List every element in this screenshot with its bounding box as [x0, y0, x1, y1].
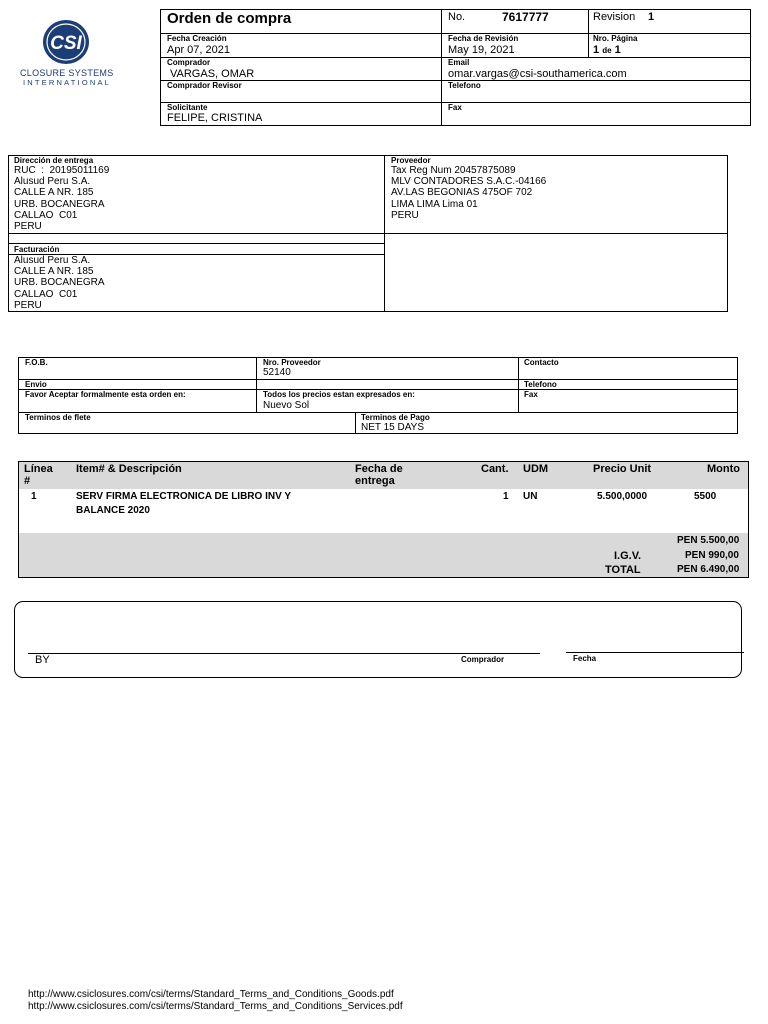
signature-fecha-label: Fecha	[573, 654, 597, 663]
nro-proveedor-value: 52140	[263, 367, 291, 378]
signature-box	[14, 601, 742, 678]
row-linea: 1	[31, 491, 37, 502]
fob-label: F.O.B.	[25, 358, 48, 367]
signature-comprador-label: Comprador	[461, 655, 505, 664]
fecha-creacion-label: Fecha Creación	[167, 34, 227, 43]
envio-label: Envio	[25, 380, 47, 389]
terms-goods-link[interactable]: http://www.csiclosures.com/csi/terms/Standard_Terms_and_Conditions_Goods.pdf	[28, 989, 394, 1000]
fecha-revision-label: Fecha de Revisión	[448, 34, 519, 43]
signature-by-label: BY	[35, 654, 50, 666]
direccion-entrega-label: Dirección de entrega	[14, 156, 94, 165]
facturacion-value: Alusud Peru S.A. CALLE A NR. 185 URB. BOCANEGRA CALLAO C01 PERU	[14, 255, 105, 311]
fax-label: Fax	[448, 103, 462, 112]
subtotal-value: PEN 5.500,00	[677, 535, 740, 546]
comprador-label: Comprador	[167, 58, 211, 67]
contacto-label: Contacto	[524, 358, 559, 367]
terms-services-link[interactable]: http://www.csiclosures.com/csi/terms/Standard_Terms_and_Conditions_Services.pdf	[28, 1001, 403, 1012]
po-number-label: No.	[448, 11, 466, 23]
svg-text:CSI: CSI	[50, 33, 82, 54]
pago-label: Terminos de Pago	[361, 413, 430, 422]
po-number: 7617777	[502, 10, 549, 24]
signature-line-comprador	[28, 653, 540, 654]
table-row	[19, 490, 748, 532]
igv-value: PEN 990,00	[685, 550, 739, 561]
solicitante-value: FELIPE, CRISTINA	[167, 112, 263, 124]
nro-proveedor-label: Nro. Proveedor	[263, 358, 321, 367]
revision-value: 1	[648, 11, 655, 23]
col-monto: Monto	[707, 463, 740, 475]
company-logo	[16, 18, 116, 88]
terms-fax-label: Fax	[524, 390, 538, 399]
col-udm: UDM	[523, 463, 549, 475]
terms-telefono-label: Telefono	[524, 380, 557, 389]
igv-label: I.G.V.	[614, 550, 642, 562]
col-cant: Cant.	[481, 463, 509, 475]
pago-value: NET 15 DAYS	[361, 422, 424, 433]
comprador-value: VARGAS, OMAR	[170, 68, 255, 80]
fecha-revision-value: May 19, 2021	[448, 44, 515, 56]
solicitante-label: Solicitante	[167, 103, 208, 112]
flete-label: Terminos de flete	[25, 413, 91, 422]
nro-pagina-label: Nro. Página	[593, 34, 638, 43]
precios-value: Nuevo Sol	[263, 400, 310, 411]
direccion-entrega-value: RUC : 20195011169 Alusud Peru S.A. CALLE A NR. 185 URB. BOCANEGRA CALLAO C01 PERU	[14, 165, 110, 233]
email-value: omar.vargas@csi-southamerica.com	[448, 68, 627, 80]
revision-label: Revision	[593, 11, 636, 23]
signature-line-fecha	[566, 652, 744, 653]
logo-line-1: CLOSURE SYSTEMS	[20, 68, 114, 78]
favor-aceptar-label: Favor Aceptar formalmente esta orden en:	[25, 390, 186, 399]
col-precio-unit: Precio Unit	[593, 463, 652, 475]
col-item-descripcion: Item# & Descripción	[76, 463, 182, 475]
proveedor-value: Tax Reg Num 20457875089 MLV CONTADORES S.A.C.-04166 AV.LAS BEGONIAS 475OF 702 LIMA LIMA Lima 01 PERU	[391, 165, 547, 221]
comprador-revisor-label: Comprador Revisor	[167, 81, 242, 90]
row-monto: 5500	[694, 491, 717, 502]
col-fecha-entrega: Fecha de entrega	[355, 463, 403, 487]
row-cant: 1	[503, 491, 509, 502]
proveedor-label: Proveedor	[391, 156, 431, 165]
total-label: TOTAL	[605, 564, 641, 576]
row-udm: UN	[523, 491, 538, 502]
page-title: Orden de compra	[167, 10, 292, 27]
total-value: PEN 6.490,00	[677, 564, 740, 575]
precios-label: Todos los precios estan expresados en:	[263, 390, 415, 399]
row-precio-unit: 5.500,0000	[597, 491, 648, 502]
col-linea: Línea #	[24, 463, 53, 487]
email-label: Email	[448, 58, 470, 67]
logo-line-2: INTERNATIONAL	[23, 78, 112, 87]
page-number: 1 de 1	[593, 44, 621, 56]
facturacion-label: Facturación	[14, 245, 60, 254]
row-descripcion: SERV FIRMA ELECTRONICA DE LIBRO INV Y BALANCE 2020	[76, 491, 292, 516]
csi-logo-mark	[41, 18, 91, 66]
fecha-creacion-value: Apr 07, 2021	[167, 44, 230, 56]
telefono-label: Telefono	[448, 81, 481, 90]
